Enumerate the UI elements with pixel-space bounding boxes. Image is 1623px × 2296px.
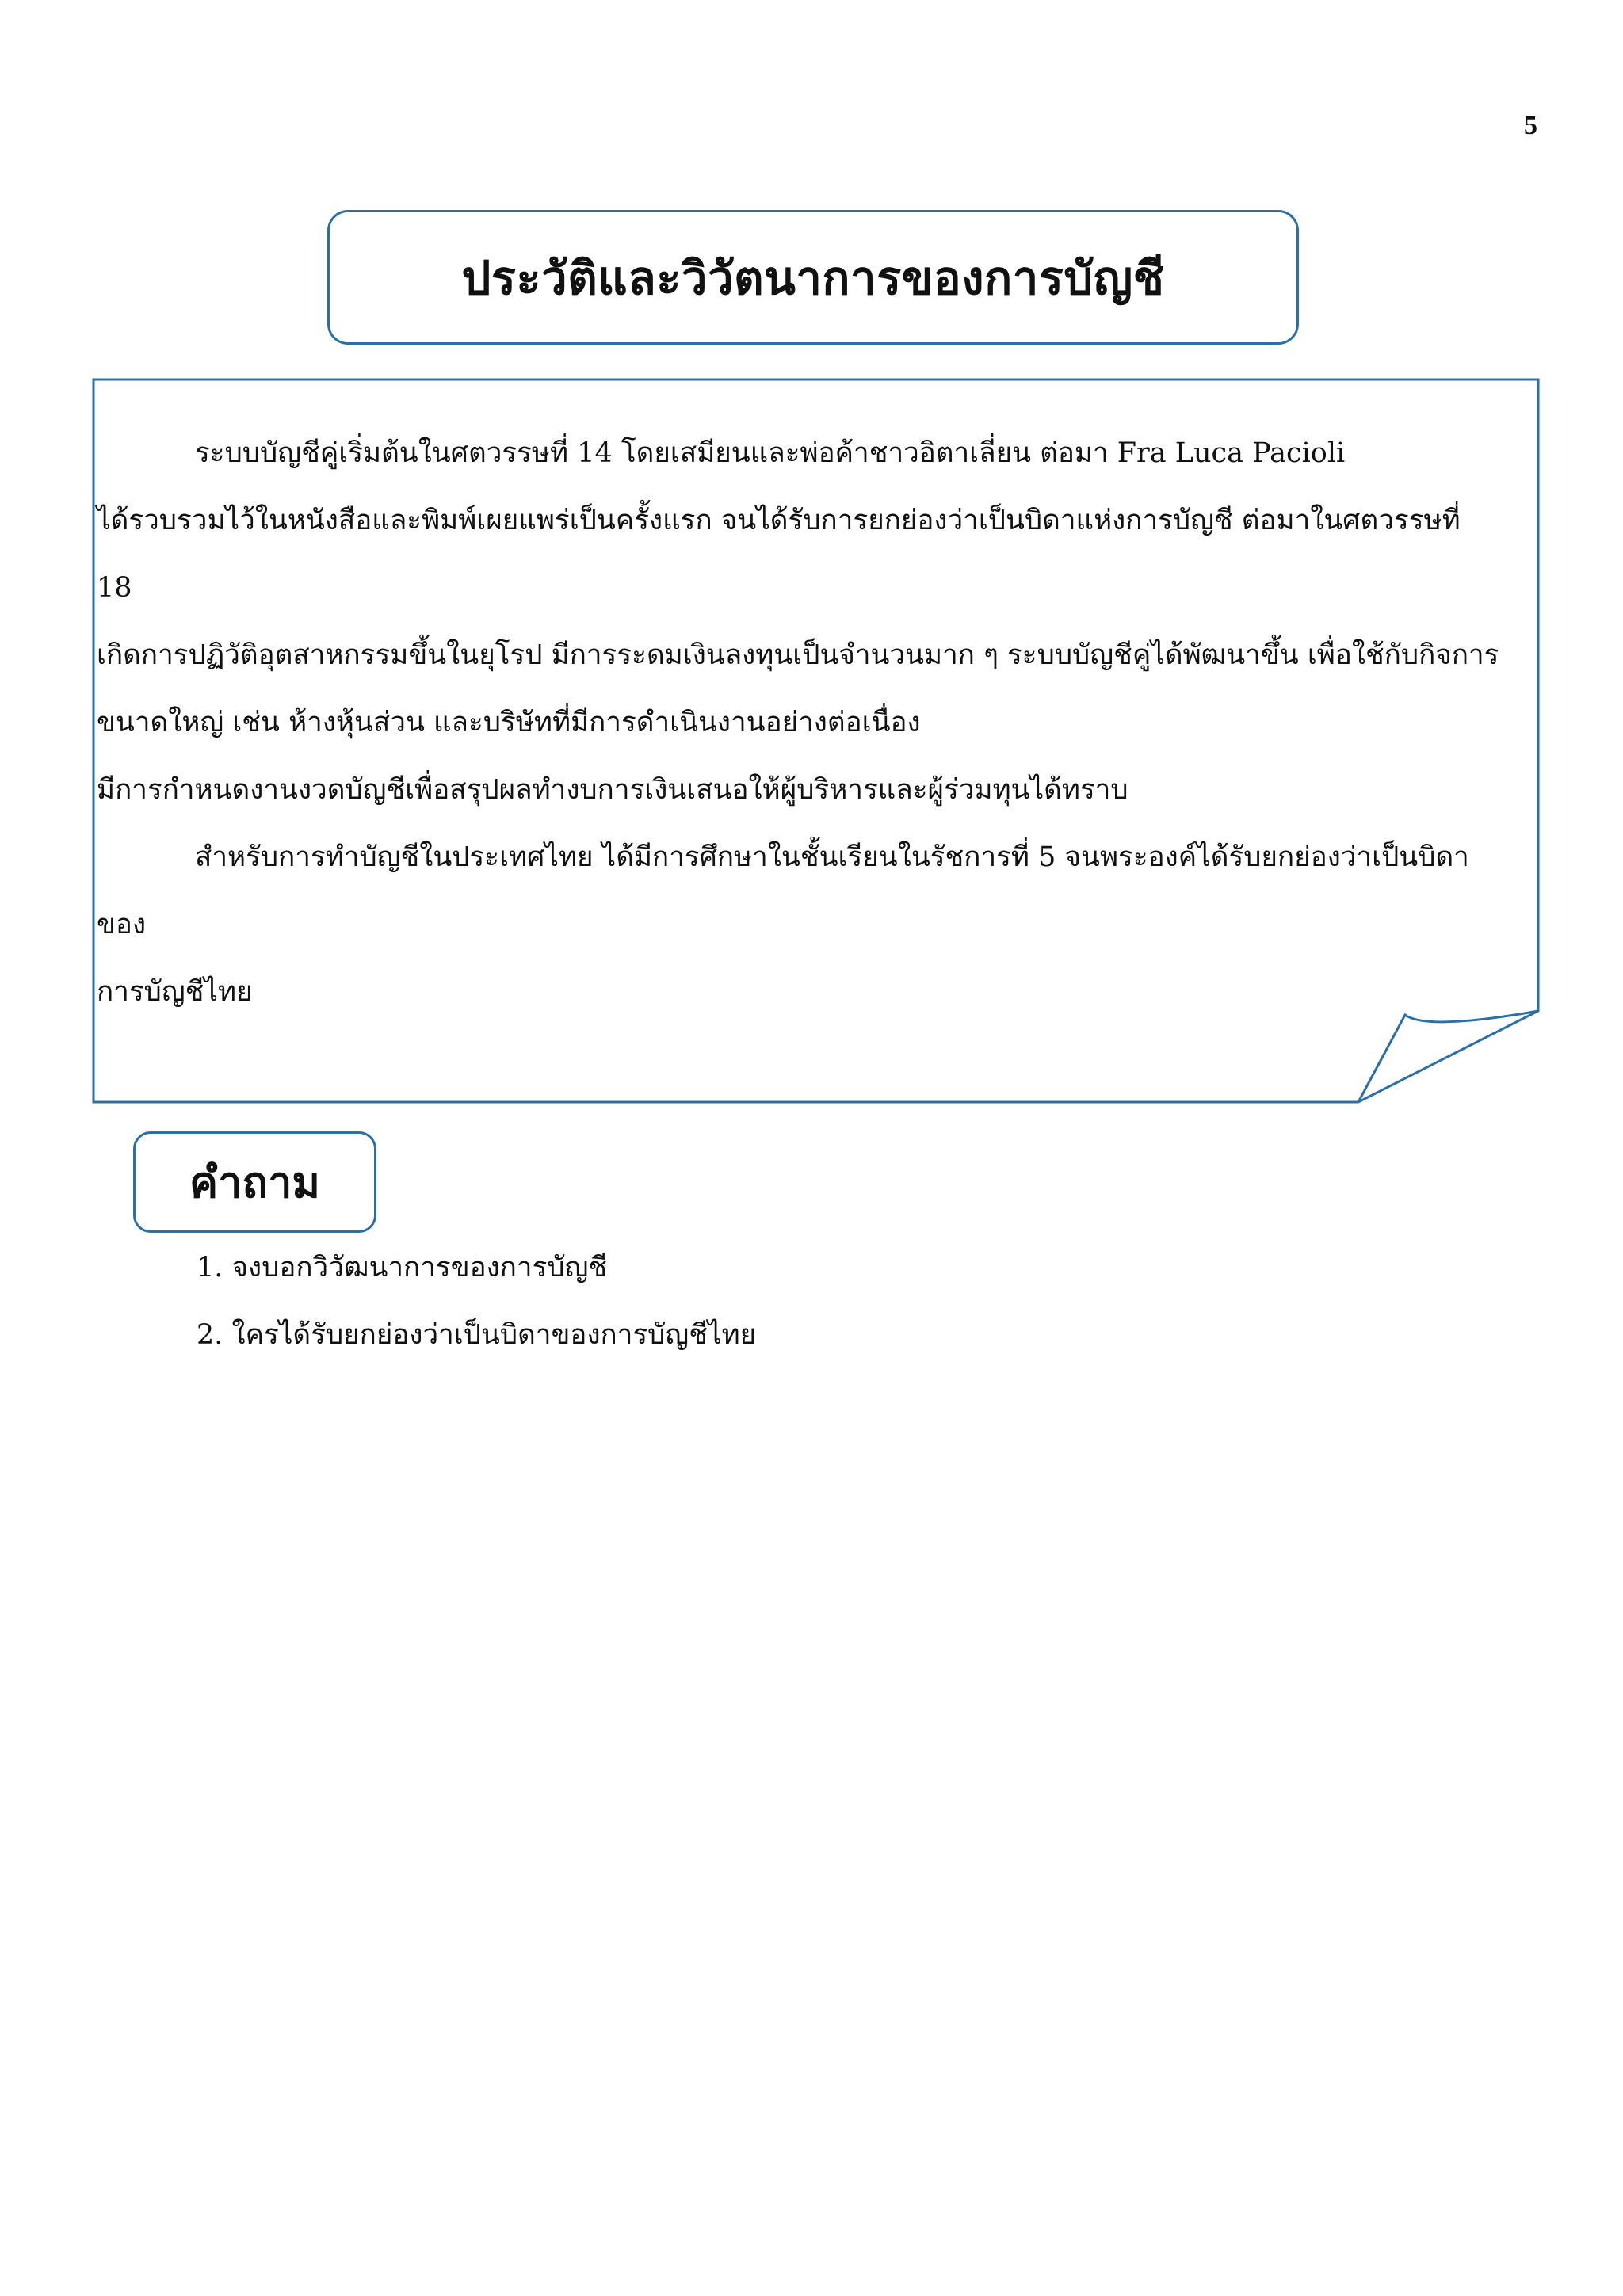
question-item: 2. ใครได้รับยกย่องว่าเป็นบิดาของการบัญชีไทย (197, 1319, 757, 1351)
content-line: ระบบบัญชีคู่เริ่มต้นในศตวรรษที่ 14 โดยเสมียนและพ่อค้าชาวอิตาเลี่ยน ต่อมา Fra Luca Pacioli (195, 437, 1346, 469)
content-line: ได้รวบรวมไว้ในหนังสือและพิมพ์เผยแพร่เป็นครั้งแรก จนได้รับการยกย่องว่าเป็นบิดาแห่งการบัญชี ต่อมาในศตวรรษที่ 18 (97, 505, 1461, 604)
question-heading: คำถาม (189, 1157, 321, 1207)
question-heading-box (133, 1131, 376, 1233)
content-body (97, 420, 1499, 1026)
question-list (197, 1234, 1465, 1369)
page-number: 5 (1524, 111, 1537, 140)
content-line: การบัญชีไทย (97, 976, 253, 1008)
content-line: ขนาดใหญ่ เช่น ห้างหุ้นส่วน และบริษัทที่มีการดำเนินงานอย่างต่อเนื่อง (97, 707, 921, 738)
content-line: เกิดการปฏิวัติอุตสาหกรรมขึ้นในยุโรป มีการระดมเงินลงทุนเป็นจำนวนมาก ๆ ระบบบัญชีคู่ได้พัฒนาขึ้น เพื่อใช้กับกิจการ (97, 639, 1499, 671)
title-box (327, 210, 1299, 345)
content-line: สำหรับการทำบัญชีในประเทศไทย ได้มีการศึกษาในชั้นเรียนในรัชการที่ 5 จนพระองค์ได้รับยกย่องว่าเป็นบิดาของ (97, 841, 1469, 940)
content-line: มีการกำหนดงานงวดบัญชีเพื่อสรุปผลทำงบการเงินเสนอให้ผู้บริหารและผู้ร่วมทุนได้ทราบ (97, 774, 1128, 806)
question-item: 1. จงบอกวิวัฒนาการของการบัญชี (197, 1252, 608, 1283)
page-title: ประวัติและวิวัตนาการของการบัญชี (461, 250, 1165, 305)
